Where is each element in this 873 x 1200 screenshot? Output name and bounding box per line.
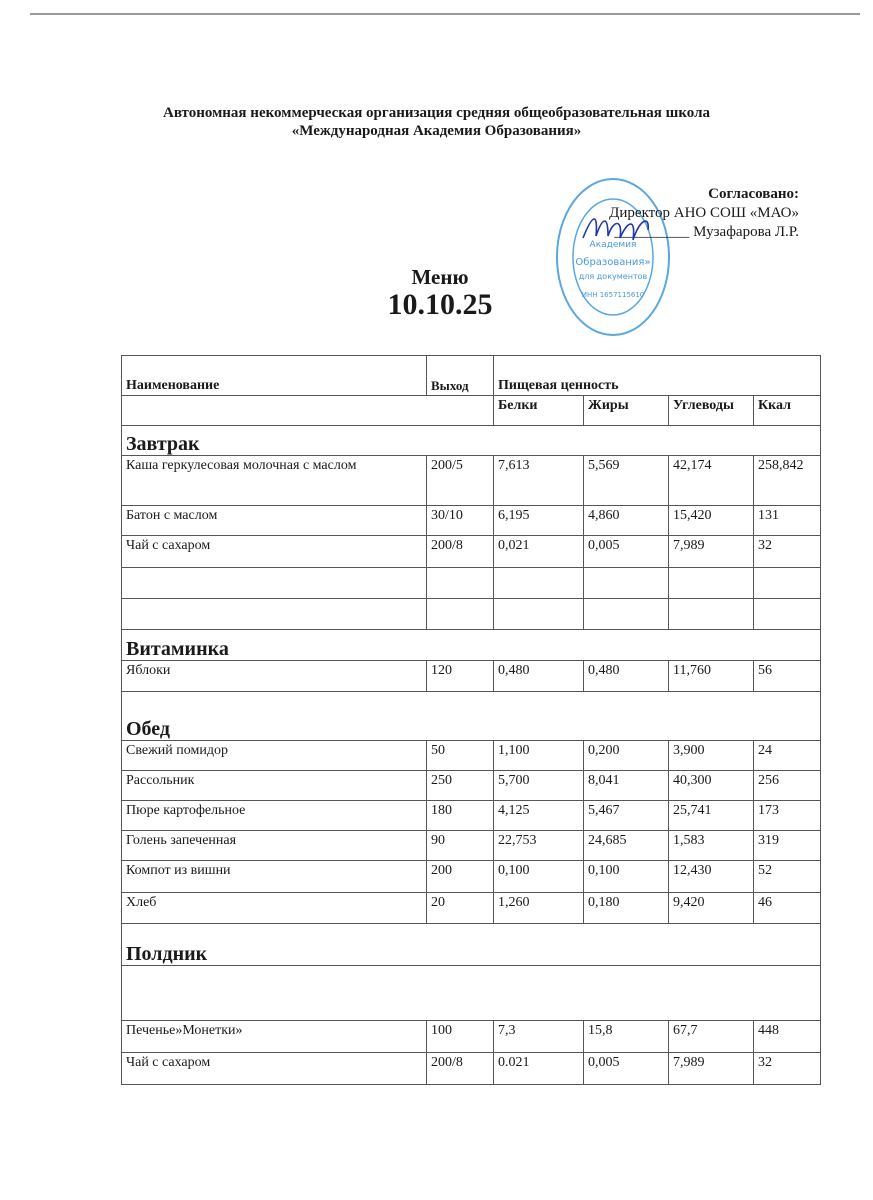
protein-cell: 4,125	[494, 801, 584, 831]
carbs-cell: 25,741	[669, 801, 754, 831]
yield-cell: 50	[427, 741, 494, 771]
scan-edge-line	[30, 13, 860, 15]
fat-cell: 0,005	[584, 536, 669, 568]
protein-cell: 1,100	[494, 741, 584, 771]
table-row	[122, 568, 821, 599]
carbs-cell	[669, 599, 754, 630]
fat-cell	[584, 568, 669, 599]
yield-cell: 200/5	[427, 456, 494, 506]
kcal-cell: 258,842	[754, 456, 821, 506]
table-row	[122, 1053, 821, 1085]
approved-label: Согласовано:	[708, 186, 799, 202]
yield-cell: 100	[427, 1021, 494, 1053]
kcal-cell: 56	[754, 661, 821, 692]
yield-cell: 90	[427, 831, 494, 861]
col-header-name: Наименование	[122, 356, 427, 396]
carbs-cell: 1,583	[669, 831, 754, 861]
kcal-cell: 52	[754, 861, 821, 893]
section-row	[122, 924, 821, 966]
table-row	[122, 831, 821, 861]
yield-cell: 120	[427, 661, 494, 692]
yield-cell: 200/8	[427, 1053, 494, 1085]
kcal-cell: 173	[754, 801, 821, 831]
yield-cell: 180	[427, 801, 494, 831]
fat-cell: 0,200	[584, 741, 669, 771]
table-row	[122, 456, 821, 506]
fat-cell: 15,8	[584, 1021, 669, 1053]
dish-name-cell	[122, 568, 427, 599]
fat-cell: 0,100	[584, 861, 669, 893]
protein-cell: 7,3	[494, 1021, 584, 1053]
protein-cell	[494, 599, 584, 630]
yield-cell: 20	[427, 893, 494, 924]
carbs-cell	[669, 568, 754, 599]
yield-cell	[427, 568, 494, 599]
svg-text:Образования»: Образования»	[575, 257, 651, 268]
dish-name-cell: Батон с маслом	[122, 506, 427, 536]
kcal-cell: 24	[754, 741, 821, 771]
table-row	[122, 893, 821, 924]
fat-cell: 0,005	[584, 1053, 669, 1085]
carbs-cell: 42,174	[669, 456, 754, 506]
carbs-cell: 3,900	[669, 741, 754, 771]
dish-name-cell: Рассольник	[122, 771, 427, 801]
fat-cell: 5,569	[584, 456, 669, 506]
dish-name-cell: Компот из вишни	[122, 861, 427, 893]
protein-cell: 7,613	[494, 456, 584, 506]
fat-cell: 8,041	[584, 771, 669, 801]
fat-cell: 5,467	[584, 801, 669, 831]
menu-date: 10.10.25	[387, 288, 493, 321]
director-title: Директор АНО СОШ «МАО»	[609, 205, 799, 221]
svg-text:Академия: Академия	[589, 240, 637, 250]
table-row	[122, 861, 821, 893]
section-row	[122, 426, 821, 456]
yield-cell: 250	[427, 771, 494, 801]
fat-cell	[584, 599, 669, 630]
carbs-cell: 11,760	[669, 661, 754, 692]
yield-cell	[427, 599, 494, 630]
protein-cell: 0.021	[494, 1053, 584, 1085]
dish-name-cell: Хлеб	[122, 893, 427, 924]
org-name-line2: «Международная Академия Образования»	[291, 123, 582, 139]
col-header-carbs: Углеводы	[669, 396, 754, 426]
protein-cell: 0,021	[494, 536, 584, 568]
dish-name-cell: Печенье»Монетки»	[122, 1021, 427, 1053]
carbs-cell: 15,420	[669, 506, 754, 536]
fat-cell: 0,480	[584, 661, 669, 692]
section-row	[122, 692, 821, 741]
yield-cell: 30/10	[427, 506, 494, 536]
kcal-cell: 46	[754, 893, 821, 924]
dish-name-cell: Чай с сахаром	[122, 536, 427, 568]
protein-cell: 22,753	[494, 831, 584, 861]
fat-cell: 4,860	[584, 506, 669, 536]
section-title: Обед	[122, 692, 821, 741]
kcal-cell	[754, 568, 821, 599]
section-title: Завтрак	[122, 426, 821, 456]
kcal-cell	[754, 599, 821, 630]
carbs-cell: 7,989	[669, 536, 754, 568]
svg-text:для документов: для документов	[578, 272, 648, 281]
table-row	[122, 536, 821, 568]
table-row	[122, 506, 821, 536]
table-row	[122, 661, 821, 692]
dish-name-cell: Голень запеченная	[122, 831, 427, 861]
signature-icon	[578, 208, 668, 248]
col-header-kcal: Ккал	[754, 396, 821, 426]
menu-table	[121, 355, 821, 1085]
carbs-cell: 67,7	[669, 1021, 754, 1053]
yield-cell: 200/8	[427, 536, 494, 568]
table-row	[122, 741, 821, 771]
section-row	[122, 630, 821, 661]
kcal-cell: 32	[754, 1053, 821, 1085]
section-title: Витаминка	[122, 630, 821, 661]
protein-cell: 0,480	[494, 661, 584, 692]
blank-row	[122, 966, 821, 1021]
section-title: Полдник	[122, 924, 821, 966]
fat-cell: 24,685	[584, 831, 669, 861]
header-blank	[122, 396, 494, 426]
table-row	[122, 599, 821, 630]
carbs-cell: 7,989	[669, 1053, 754, 1085]
protein-cell	[494, 568, 584, 599]
kcal-cell: 448	[754, 1021, 821, 1053]
dish-name-cell: Каша геркулесовая молочная с маслом	[122, 456, 427, 506]
kcal-cell: 131	[754, 506, 821, 536]
col-header-yield: Выход	[427, 356, 494, 396]
protein-cell: 0,100	[494, 861, 584, 893]
table-row	[122, 801, 821, 831]
kcal-cell: 319	[754, 831, 821, 861]
carbs-cell: 12,430	[669, 861, 754, 893]
org-name-line1: Автономная некоммерческая организация средняя общеобразовательная школа	[162, 105, 710, 121]
fat-cell: 0,180	[584, 893, 669, 924]
blank-cell	[122, 966, 821, 1021]
yield-cell: 200	[427, 861, 494, 893]
protein-cell: 5,700	[494, 771, 584, 801]
col-header-fat: Жиры	[584, 396, 669, 426]
dish-name-cell: Свежий помидор	[122, 741, 427, 771]
col-header-nutrition: Пищевая ценность	[494, 356, 821, 396]
dish-name-cell: Пюре картофельное	[122, 801, 427, 831]
svg-text:ИНН 1657115610: ИНН 1657115610	[581, 291, 645, 299]
director-signature-line: __________ Музафарова Л.Р.	[614, 224, 799, 240]
kcal-cell: 256	[754, 771, 821, 801]
col-header-protein: Белки	[494, 396, 584, 426]
menu-title: Меню	[411, 265, 469, 289]
dish-name-cell: Чай с сахаром	[122, 1053, 427, 1085]
carbs-cell: 9,420	[669, 893, 754, 924]
kcal-cell: 32	[754, 536, 821, 568]
table-row	[122, 1021, 821, 1053]
stamp-icon	[553, 173, 673, 338]
carbs-cell: 40,300	[669, 771, 754, 801]
protein-cell: 1,260	[494, 893, 584, 924]
protein-cell: 6,195	[494, 506, 584, 536]
dish-name-cell	[122, 599, 427, 630]
dish-name-cell: Яблоки	[122, 661, 427, 692]
table-row	[122, 771, 821, 801]
